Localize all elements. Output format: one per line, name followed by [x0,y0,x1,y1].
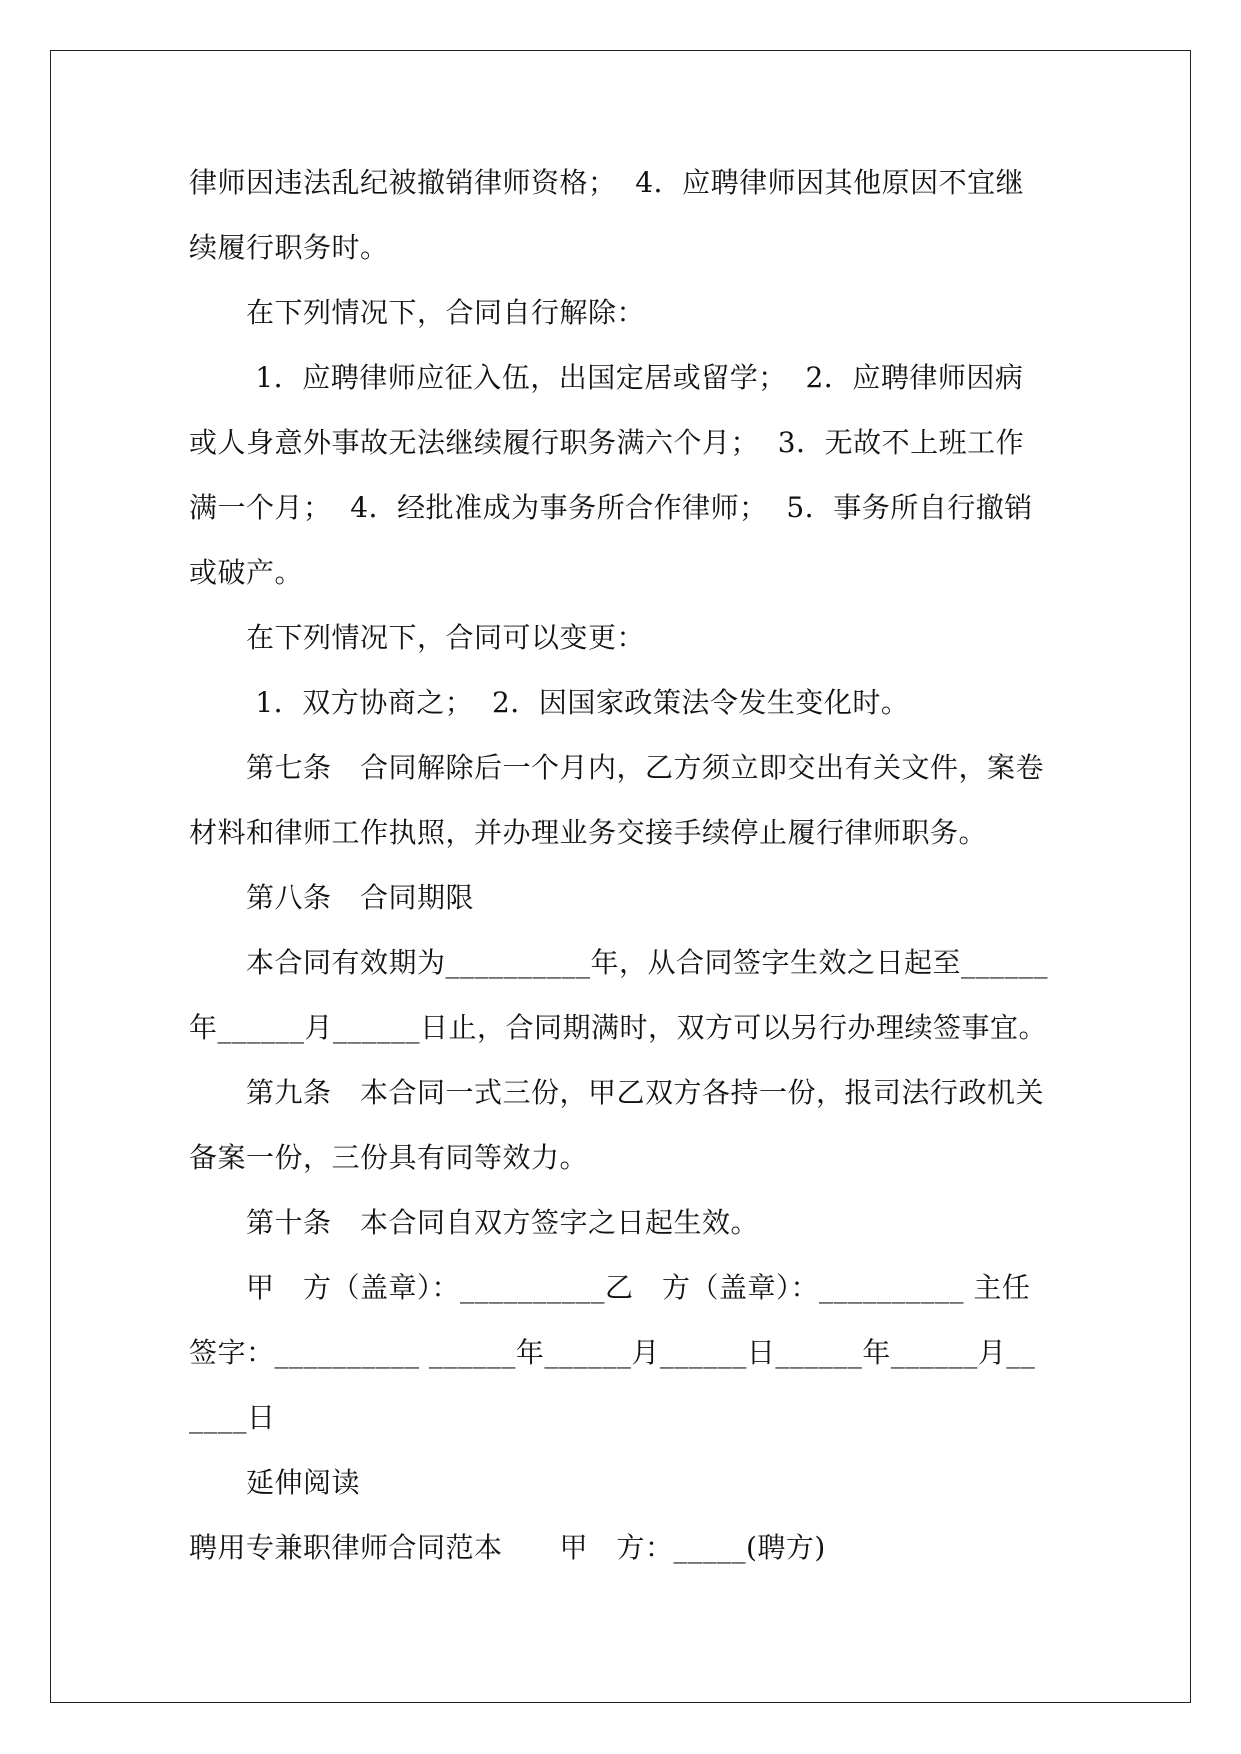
document-body [189,150,1054,1580]
text-line: 满一个月； 4．经批准成为事务所合作律师； 5．事务所自行撤销 [189,491,1033,524]
text-line: 在下列情况下，合同自行解除： [246,296,646,329]
text-line: 续履行职务时。 [189,231,389,264]
text-line: 聘用专兼职律师合同范本 甲 方：_____(聘方) [189,1531,826,1564]
text-line: 在下列情况下，合同可以变更： [246,621,646,654]
text-line: 年______月______日止，合同期满时，双方可以另行办理续签事宜。 [189,1011,1048,1044]
text-line: 或破产。 [189,556,304,589]
text-line: 第九条 本合同一式三份，甲乙双方各持一份，报司法行政机关 [246,1076,1045,1109]
text-line: 甲 方（盖章）：__________乙 方（盖章）：__________ 主任 [246,1271,1031,1304]
text-line: 本合同有效期为__________年，从合同签字生效之日起至______ [246,946,1049,979]
text-line: 签字：__________ ______年______月______日______年______月__ [189,1336,1036,1369]
text-line: 第七条 合同解除后一个月内，乙方须立即交出有关文件，案卷 [246,751,1045,784]
text-line: 第十条 本合同自双方签字之日起生效。 [246,1206,760,1239]
text-line: ____日 [189,1401,276,1434]
text-line: 1．双方协商之； 2．因国家政策法令发生变化时。 [246,686,910,719]
text-line: 律师因违法乱纪被撤销律师资格； 4．应聘律师因其他原因不宜继 [189,166,1025,199]
text-line: 或人身意外事故无法继续履行职务满六个月； 3．无故不上班工作 [189,426,1025,459]
text-line: 1．应聘律师应征入伍，出国定居或留学； 2．应聘律师因病 [246,361,1024,394]
text-line: 第八条 合同期限 [246,881,475,914]
text-line: 备案一份，三份具有同等效力。 [189,1141,589,1174]
text-line: 材料和律师工作执照，并办理业务交接手续停止履行律师职务。 [189,816,988,849]
text-line: 延伸阅读 [246,1466,361,1499]
